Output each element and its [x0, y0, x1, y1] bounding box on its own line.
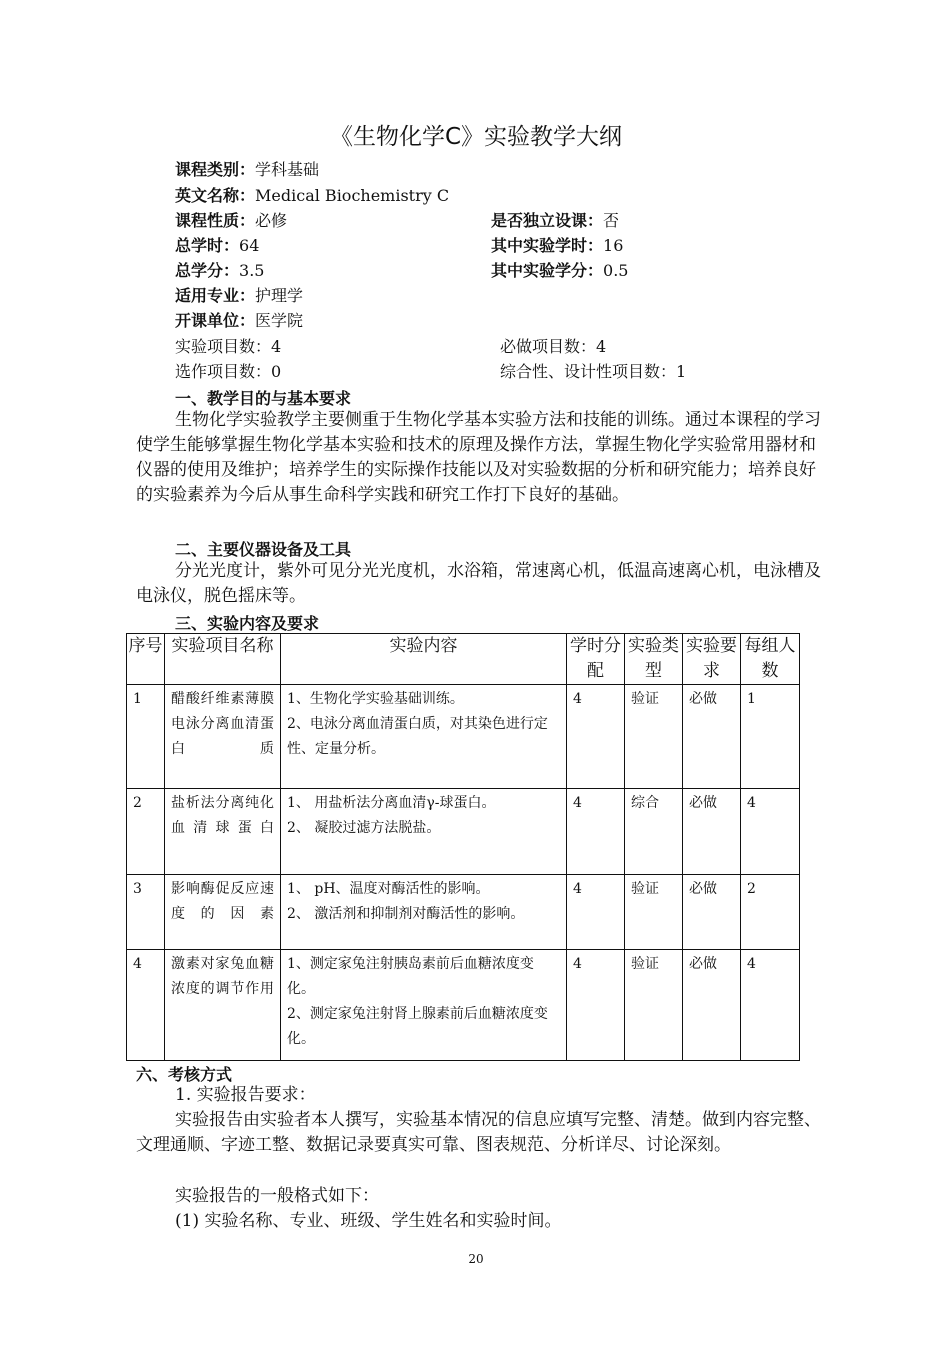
- applicable-major: 适用专业：护理学: [175, 286, 304, 305]
- section-2-body: 分光光度计，紫外可见分光光度机，水浴箱，常速离心机，低温高速离心机，电泳槽及电泳仪，脱色摇床等。: [136, 561, 821, 606]
- experiment-name: 激素对家兔血糖浓度的调节作用: [165, 950, 281, 1061]
- group-size: 1: [741, 685, 800, 789]
- experiment-type: 综合: [625, 789, 683, 875]
- content-line: 1、测定家兔注射胰岛素前后血糖浓度变化。: [287, 956, 534, 997]
- course-type: 课程类别：学科基础: [175, 160, 320, 179]
- header-type: 实验类型: [625, 634, 683, 685]
- group-size: 4: [741, 950, 800, 1061]
- content-line: 2、 凝胶过滤方法脱盐。: [287, 820, 441, 836]
- header-name: 实验项目名称: [165, 634, 281, 685]
- experiment-content: [281, 875, 567, 950]
- experiment-name: 盐析法分离纯化血清球蛋白: [165, 789, 281, 875]
- row-number: 1: [127, 685, 165, 789]
- required-item-count: 必做项目数：4: [500, 337, 607, 356]
- lab-item-count: 实验项目数：4: [175, 337, 282, 356]
- elective-item-count: 选作项目数：0: [175, 362, 282, 381]
- table-row: [127, 789, 800, 875]
- group-size: 2: [741, 875, 800, 950]
- table-row: [127, 875, 800, 950]
- english-name: 英文名称：Medical Biochemistry C: [175, 186, 450, 205]
- report-format-item-1: (1) 实验名称、专业、班级、学生姓名和实验时间。: [175, 1211, 562, 1231]
- header-content: 实验内容: [281, 634, 567, 685]
- report-requirement-subheading: 1. 实验报告要求：: [175, 1085, 316, 1105]
- section-3-heading: 三、实验内容及要求: [175, 614, 320, 633]
- group-size: 4: [741, 789, 800, 875]
- lab-hours: 其中实验学时：16: [491, 236, 624, 255]
- row-number: 3: [127, 875, 165, 950]
- row-number: 4: [127, 950, 165, 1061]
- section-6-body: 实验报告由实验者本人撰写，实验基本情况的信息应填写完整、清楚。做到内容完整、文理通顺、字迹工整、数据记录要真实可靠、图表规范、分析详尽、讨论深刻。: [136, 1110, 821, 1155]
- hours: 4: [567, 875, 625, 950]
- page-number: 20: [468, 1252, 484, 1266]
- experiment-table: [126, 633, 800, 1061]
- row-number: 2: [127, 789, 165, 875]
- total-hours: 总学时：64: [175, 236, 260, 255]
- independent-course: 是否独立设课：否: [491, 211, 620, 230]
- total-credits: 总学分：3.5: [175, 261, 265, 280]
- section-2-heading: 二、主要仪器设备及工具: [175, 540, 352, 559]
- page-title: 《生物化学C》实验教学大纲: [329, 124, 623, 150]
- header-group-size: 每组人数: [741, 634, 800, 685]
- requirement: 必做: [683, 875, 741, 950]
- content-line: 1、生物化学实验基础训练。: [287, 691, 464, 707]
- offering-unit: 开课单位：医学院: [175, 311, 304, 330]
- header-hours: 学时分配: [567, 634, 625, 685]
- hours: 4: [567, 685, 625, 789]
- experiment-content: [281, 950, 567, 1061]
- requirement: 必做: [683, 789, 741, 875]
- requirement: 必做: [683, 685, 741, 789]
- experiment-name: 醋酸纤维素薄膜电泳分离血清蛋白质: [165, 685, 281, 789]
- hours: 4: [567, 950, 625, 1061]
- table-header-row: [127, 634, 800, 685]
- section-6-heading: 六、考核方式: [136, 1065, 233, 1084]
- content-line: 1、 pH、温度对酶活性的影响。: [287, 881, 490, 897]
- hours: 4: [567, 789, 625, 875]
- header-requirement: 实验要求: [683, 634, 741, 685]
- section-1-body: 生物化学实验教学主要侧重于生物化学基本实验方法和技能的训练。通过本课程的学习使学生能够掌握生物化学基本实验和技术的原理及操作方法，掌握生物化学实验常用器材和仪器的使用及维护；培养学生的实际操作技能以及对实验数据的分析和研究能力；培养良好的实验素养为今后从事生命科学实践和研究工作打下良好的基础。: [136, 410, 821, 505]
- content-line: 1、 用盐析法分离血清γ-球蛋白。: [287, 795, 496, 811]
- requirement: 必做: [683, 950, 741, 1061]
- report-format-intro: 实验报告的一般格式如下：: [175, 1186, 379, 1206]
- experiment-type: 验证: [625, 875, 683, 950]
- content-line: 2、电泳分离血清蛋白质，对其染色进行定性、定量分析。: [287, 716, 548, 757]
- experiment-content: [281, 789, 567, 875]
- table-row: [127, 685, 800, 789]
- experiment-content: [281, 685, 567, 789]
- lab-credits: 其中实验学分：0.5: [491, 261, 629, 280]
- design-item-count: 综合性、设计性项目数：1: [500, 362, 687, 381]
- experiment-type: 验证: [625, 685, 683, 789]
- table-row: [127, 950, 800, 1061]
- header-no: 序号: [127, 634, 165, 685]
- content-line: 2、 激活剂和抑制剂对酶活性的影响。: [287, 906, 525, 922]
- course-nature: 课程性质：必修: [175, 211, 288, 230]
- section-1-heading: 一、教学目的与基本要求: [175, 389, 352, 408]
- content-line: 2、测定家兔注射肾上腺素前后血糖浓度变化。: [287, 1006, 548, 1047]
- experiment-type: 验证: [625, 950, 683, 1061]
- experiment-name: 影响酶促反应速度的因素: [165, 875, 281, 950]
